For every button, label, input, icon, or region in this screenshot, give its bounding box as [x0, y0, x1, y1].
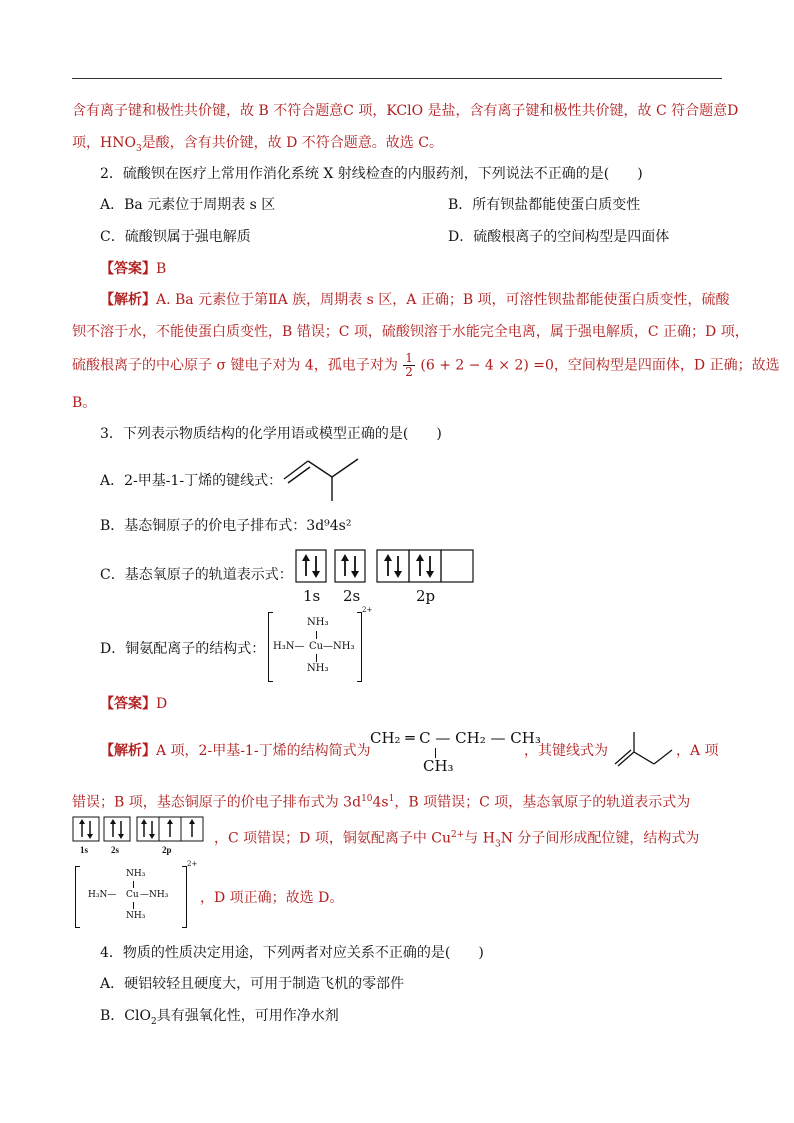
q3-analysis-line-3: ，C 项错误；D 项，铜氨配离子中 $Cu^{2+}$与 $H_3N$ 分子间形成配位键，结构式为 — [214, 830, 700, 850]
q3-analysis-line-1-mid: ，其键线式为 — [524, 743, 608, 759]
analysis-orbital-label-1s: 1s — [80, 845, 89, 855]
q3-analysis-line-4: ，D 项正确；故选 D。 — [200, 890, 344, 906]
copper-complex-analysis: NH₃ H₃N— Cu —NH₃ NH₃ — [75, 866, 187, 928]
q1-analysis-line-2: 项，$HNO_3$是酸，含有共价键，故 D 不符合题意。故选 C。 — [72, 135, 443, 154]
q4-option-a: A．硬铝较轻且硬度大，可用于制造飞机的零部件 — [100, 976, 405, 992]
q3-analysis-line-1: 【解析】A 项，2-甲基-1-丁烯的结构简式为 — [100, 743, 371, 759]
orbital-diagram-analysis — [72, 815, 212, 859]
copper-complex-option-d: NH₃ H₃N— Cu —NH₃ NH₃ — [268, 612, 362, 682]
analysis-orbital-label-2p: 2p — [162, 845, 172, 855]
q3-option-d: D．铜氨配离子的结构式： — [100, 641, 266, 657]
q3-answer: 【答案】D — [100, 696, 168, 712]
q3-option-c: C．基态氧原子的轨道表示式： — [100, 567, 293, 583]
q3-analysis-line-1-post: ，A 项 — [676, 743, 719, 759]
q2-option-c: C．硫酸钡属于强电解质 — [100, 229, 251, 245]
condensed-structural-formula: CH₂ ═ C — CH₂ — CH₃ — [370, 729, 541, 747]
q3-analysis-line-2: 错误；B 项，基态铜原子的价电子排布式为 $3d^{10}4s^1$，B 项错误；C 项，基态氧原子的轨道表示式为 — [72, 794, 691, 811]
q2-analysis-line-2: 钡不溶于水，不能使蛋白质变性，B 错误；C 项，硫酸钡溶于水能完全电离，属于强电解质，C 正确；D 项， — [72, 324, 749, 340]
orbital-diagram-option-c — [295, 548, 475, 603]
formula-branch-ch3: CH₃ — [423, 757, 454, 775]
skeletal-formula-analysis — [612, 730, 682, 772]
q2-option-a: A．Ba 元素位于周期表 s 区 — [100, 197, 276, 213]
header-rule — [72, 78, 722, 79]
q3-stem: 3．下列表示物质结构的化学用语或模型正确的是( ) — [100, 426, 442, 442]
electron-pair-formula: (6 + 2 − 4 × 2) — [420, 357, 529, 374]
q2-option-row-2 — [100, 226, 670, 248]
q4-option-b: B．ClO$_2$具有强氧化性，可用作净水剂 — [100, 1008, 339, 1027]
q3-option-a: A．2-甲基-1-丁烯的键线式： — [100, 473, 283, 489]
complex-charge-analysis: 2+ — [187, 860, 198, 868]
q2-option-b: B．所有钡盐都能使蛋白质变性 — [448, 197, 641, 213]
complex-charge: 2+ — [362, 606, 373, 614]
q2-stem: 2．硫酸钡在医疗上常用作消化系统 X 射线检查的内服药剂，下列说法不正确的是( ) — [100, 166, 643, 182]
orbital-label-1s: 1s — [303, 587, 321, 605]
q4-stem: 4．物质的性质决定用途，下列两者对应关系不正确的是( ) — [100, 945, 484, 961]
orbital-label-2s: 2s — [343, 587, 361, 605]
analysis-orbital-label-2s: 2s — [111, 845, 120, 855]
q2-option-row-1 — [100, 194, 641, 216]
q2-analysis-line-1: 【解析】A. Ba 元素位于第ⅡA 族，周期表 s 区，A 正确；B 项，可溶性钡盐都能使蛋白质变性，硫酸 — [100, 292, 730, 308]
q2-option-d: D．硫酸根离子的空间构型是四面体 — [448, 229, 670, 245]
q2-answer: 【答案】B — [100, 261, 167, 277]
skeletal-formula-option-a — [280, 455, 380, 505]
q1-analysis-line-1: 含有离子键和极性共价键，故 B 不符合题意C 项，KClO 是盐，含有离子键和极性共价键，故 C 符合题意D — [72, 103, 739, 119]
orbital-label-2p: 2p — [416, 587, 436, 605]
q2-analysis-line-3: 硫酸根离子的中心原子 σ 键电子对为 4，孤电子对为 $\frac{1}{2}$ (6 + 2 − 4 × 2) =0，空间构型是四面体，D 正确；故选 — [72, 351, 780, 379]
fraction-one-half: $\frac{1}{2}$ — [405, 351, 413, 379]
q3-option-b: B．基态铜原子的价电子排布式：3d⁹4s² — [100, 518, 352, 534]
q2-analysis-line-4: B。 — [72, 395, 97, 411]
